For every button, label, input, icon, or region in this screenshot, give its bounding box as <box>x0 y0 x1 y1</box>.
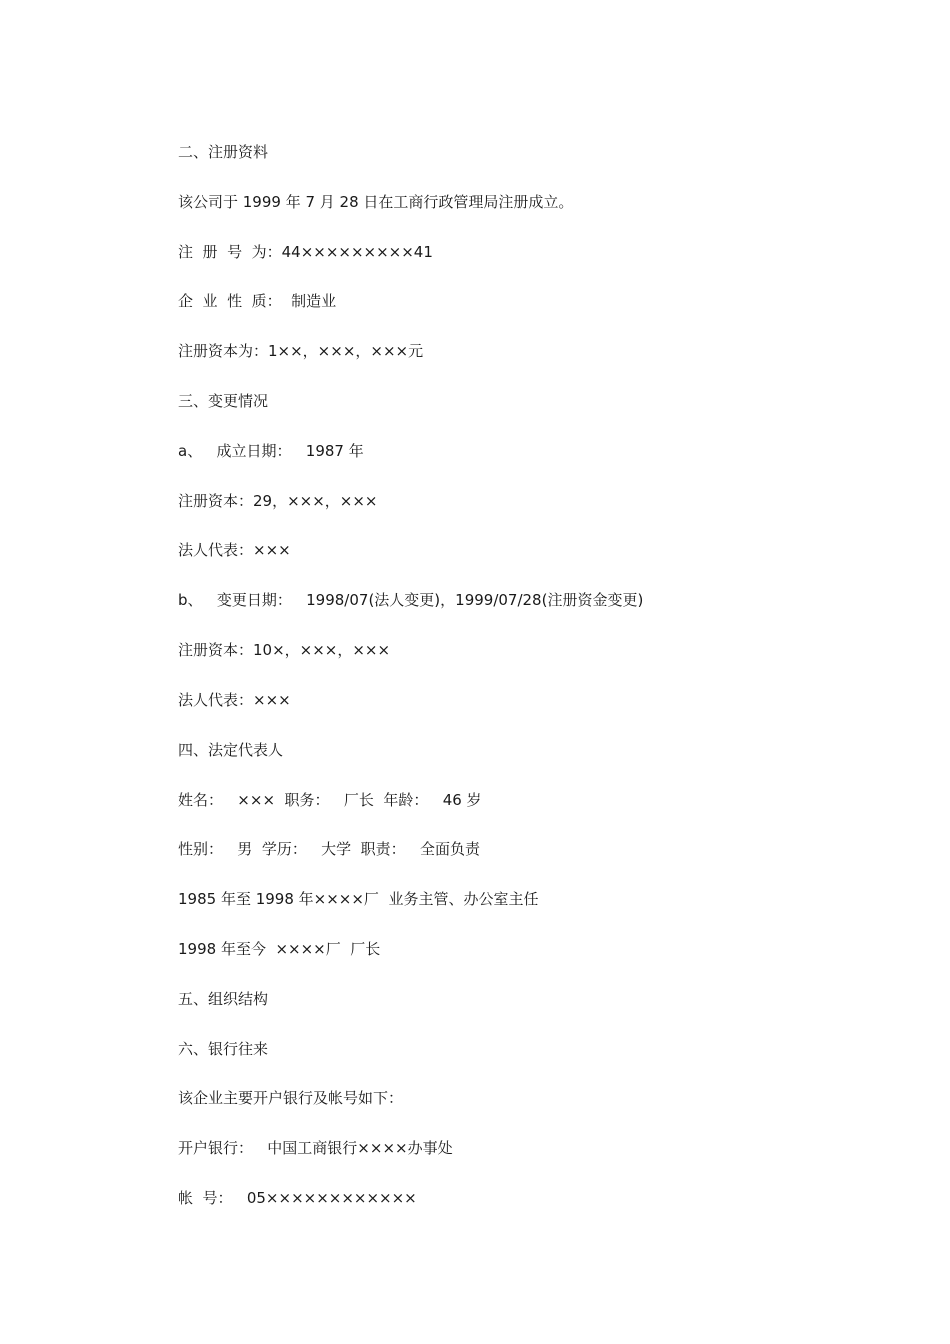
enterprise-nature: 企 业 性 质： 制造业 <box>178 292 337 310</box>
representative-name-position-age: 姓名： ××× 职务： 厂长 年龄： 46 岁 <box>178 791 482 809</box>
change-a-registered-capital: 注册资本：29，×××，××× <box>178 492 378 510</box>
representative-history-1: 1985 年至 1998 年××××厂 业务主管、办公室主任 <box>178 890 539 908</box>
registration-date-text: 该公司于 1999 年 7 月 28 日在工商行政管理局注册成立。 <box>178 193 574 211</box>
representative-history-2: 1998 年至今 ××××厂 厂长 <box>178 940 381 958</box>
heading-legal-representative: 四、法定代表人 <box>178 741 284 759</box>
heading-registration-info: 二、注册资料 <box>178 143 269 161</box>
change-b-change-date: b、 变更日期： 1998/07(法人变更)，1999/07/28(注册资金变更) <box>178 591 644 609</box>
change-a-legal-representative: 法人代表：××× <box>178 541 291 559</box>
change-a-founding-date: a、 成立日期： 1987 年 <box>178 442 364 460</box>
heading-bank-relations: 六、银行往来 <box>178 1040 269 1058</box>
change-b-legal-representative: 法人代表：××× <box>178 691 291 709</box>
representative-gender-education-duty: 性别： 男 学历： 大学 职责： 全面负责 <box>178 840 480 858</box>
registration-number: 注 册 号 为：44×××××××××41 <box>178 243 433 261</box>
heading-changes: 三、变更情况 <box>178 392 269 410</box>
heading-organization-structure: 五、组织结构 <box>178 990 269 1008</box>
account-number: 帐 号： 05×××××××××××× <box>178 1189 417 1207</box>
bank-intro-text: 该企业主要开户银行及帐号如下： <box>178 1089 404 1107</box>
change-b-registered-capital: 注册资本：10×，×××，××× <box>178 641 391 659</box>
opening-bank: 开户银行： 中国工商银行××××办事处 <box>178 1139 453 1157</box>
registered-capital: 注册资本为：1××，×××，×××元 <box>178 342 424 360</box>
